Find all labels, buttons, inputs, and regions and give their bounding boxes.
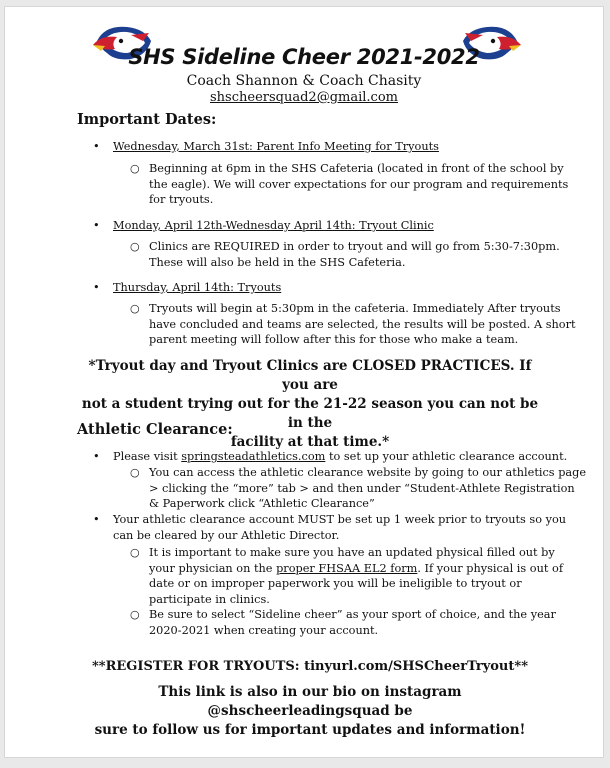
closed-practices-notice: *Tryout day and Tryout Clinics are CLOSED PRACTICES. If you are not a student trying out for the 21-22 season you can not be in the facility at that time.* xyxy=(81,358,539,450)
document-title: SHS Sideline Cheer 2021-2022 xyxy=(128,45,480,69)
visit-site-item: • Please visit springsteadathletics.com to set up your athletic clearance account. xyxy=(93,450,568,463)
bullet-icon: • xyxy=(93,140,100,153)
clearance-website-detail: ○ You can access the athletic clearance website by going to our athletics page > clicking the “more” tab > and then under “Student-Athlete Registration & Paperwork click “Athletic Clearance” xyxy=(130,466,587,510)
bullet-icon: • xyxy=(93,219,100,232)
date-item-tryouts: • Thursday, April 14th: Tryouts xyxy=(93,281,282,294)
circle-bullet-icon: ○ xyxy=(130,546,140,559)
physical-form-detail: ○ It is important to make sure you have an updated physical filled out by your physician on the proper FHSAA EL2 form. If your physical is out of date or on improper paperwork you will be ineligible to tryout or participate in clinics. xyxy=(130,546,563,606)
circle-bullet-icon: ○ xyxy=(130,608,140,621)
tryout-clinic-detail: ○ Clinics are REQUIRED in order to tryout and will go from 5:30-7:30pm. These will also be held in the SHS Cafeteria. xyxy=(130,240,560,269)
register-tryouts-line: **REGISTER FOR TRYOUTS: tinyurl.com/SHSCheerTryout** xyxy=(92,659,528,674)
tryouts-detail: ○ Tryouts will begin at 5:30pm in the cafeteria. Immediately After tryouts have concluded and teams are selected, the results will be posted. A short parent meeting will follow after this for those who make a team. xyxy=(130,302,576,346)
date-item-parent-meeting: • Wednesday, March 31st: Parent Info Meeting for Tryouts xyxy=(93,140,439,153)
bullet-icon: • xyxy=(93,513,100,526)
instagram-notice: This link is also in our bio on instagram @shscheerleadingsquad be sure to follow us for important updates and information! xyxy=(94,684,526,738)
document-page xyxy=(4,6,604,758)
circle-bullet-icon: ○ xyxy=(130,240,140,253)
athletic-clearance-heading: Athletic Clearance: xyxy=(77,421,233,438)
contact-email-link[interactable]: shscheersquad2@gmail.com xyxy=(210,90,398,105)
date-item-tryout-clinic: • Monday, April 12th-Wednesday April 14th: Tryout Clinic xyxy=(93,219,434,232)
bullet-icon: • xyxy=(93,450,100,463)
circle-bullet-icon: ○ xyxy=(130,302,140,315)
fhsaa-el2-form-link[interactable]: proper FHSAA EL2 form xyxy=(276,561,418,575)
important-dates-heading: Important Dates: xyxy=(77,111,217,128)
sport-selection-detail: ○ Be sure to select “Sideline cheer” as your sport of choice, and the year 2020-2021 when creating your account. xyxy=(130,608,556,637)
springstead-athletics-link[interactable]: springsteadathletics.com xyxy=(181,450,326,463)
account-deadline-item: • Your athletic clearance account MUST be set up 1 week prior to tryouts so you can be cleared by our Athletic Director. xyxy=(93,513,567,542)
circle-bullet-icon: ○ xyxy=(130,466,140,479)
coach-names: Coach Shannon & Coach Chasity xyxy=(186,73,422,89)
parent-meeting-detail: ○ Beginning at 6pm in the SHS Cafeteria (located in front of the school by the eagle). We will cover expectations for our program and requirements for tryouts. xyxy=(130,162,569,206)
circle-bullet-icon: ○ xyxy=(130,162,140,175)
bullet-icon: • xyxy=(93,281,100,294)
